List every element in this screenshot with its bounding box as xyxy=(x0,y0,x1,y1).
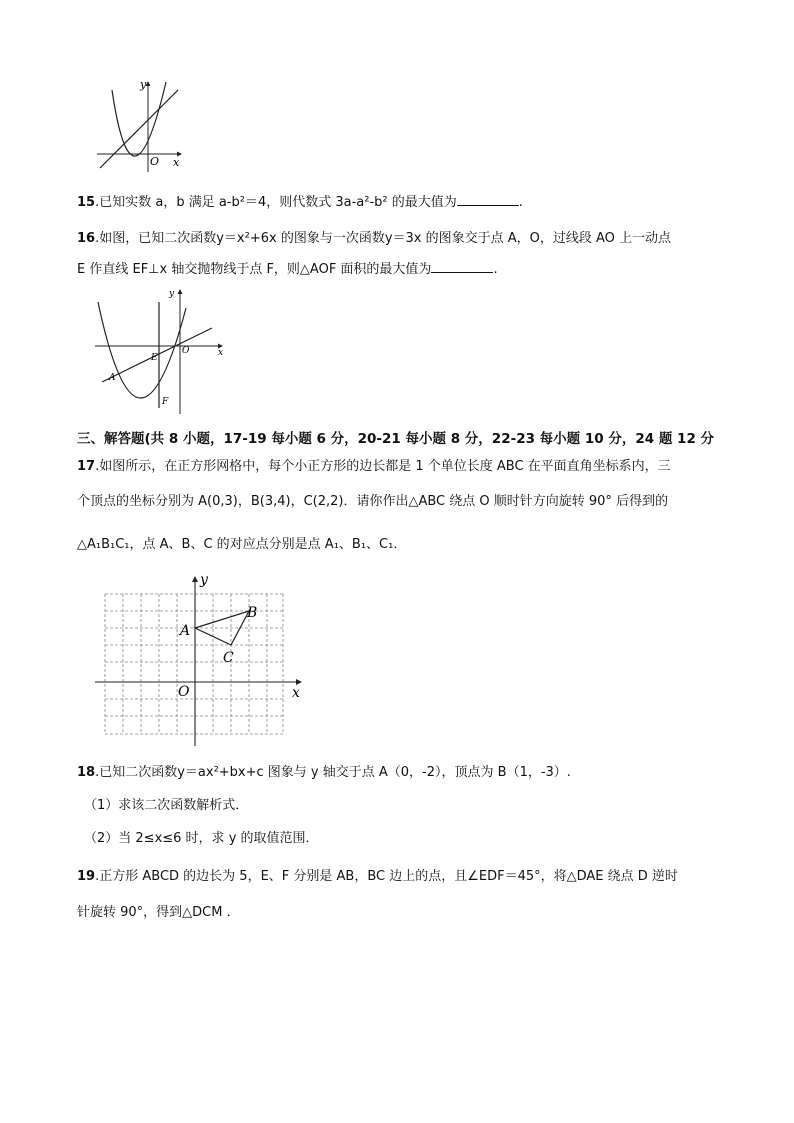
question-15-answer-blank xyxy=(457,193,519,206)
question-15-end: . xyxy=(518,195,523,210)
question-18-part-2: （2）当 2≤x≤6 时，求 y 的取值范围． xyxy=(84,831,319,846)
question-16-text-1: .如图，已知二次函数y＝x²+6x 的图象与一次函数y＝3x 的图象交于点 A，O，过线段 AO 上一动点 xyxy=(95,231,672,246)
question-16-end: . xyxy=(493,262,498,277)
question-16-figure xyxy=(92,286,232,416)
question-16-line-2 xyxy=(77,260,498,279)
q16-x-label: x xyxy=(218,348,224,358)
q17-point-c-label: C xyxy=(223,650,234,666)
question-19-line-1 xyxy=(77,868,678,886)
question-17-number: 17 xyxy=(77,459,96,474)
question-16-line-1 xyxy=(77,230,671,248)
top-x-label: x xyxy=(173,156,180,169)
top-parabola xyxy=(112,82,166,156)
question-16-number: 16 xyxy=(77,231,96,246)
q16-point-e-label: E xyxy=(151,353,158,363)
top-y-label: y xyxy=(140,78,147,91)
question-18-text-1: .已知二次函数y＝ax²+bx+c 图象与 y 轴交于点 A（0，-2），顶点为 B（1，-3）. xyxy=(95,765,571,780)
q16-parabola xyxy=(98,302,186,398)
question-17-line-3 xyxy=(77,536,406,554)
question-18-part-1: （1）求该二次函数解析式． xyxy=(84,798,249,813)
question-19-number: 19 xyxy=(77,869,96,884)
q17-origin-label: O xyxy=(178,684,190,700)
top-origin-label: O xyxy=(150,155,160,168)
q17-point-a-label: A xyxy=(180,623,191,639)
question-15-text: .已知实数 a，b 满足 a-b²＝4，则代数式 3a-a²-b² 的最大值为 xyxy=(95,195,457,210)
section-3-heading: 三、解答题(共 8 小题，17-19 每小题 6 分，20-21 每小题 8 分，22-23 每小题 10 分，24 题 12 分 xyxy=(77,431,715,447)
q17-y-label: y xyxy=(200,572,208,588)
top-line xyxy=(100,90,178,168)
q16-y-label: y xyxy=(169,289,175,299)
q16-point-a-label: A xyxy=(109,373,116,383)
question-18-line-1 xyxy=(77,764,571,782)
question-17-line-1 xyxy=(77,458,671,476)
q16-y-arrow xyxy=(178,289,183,294)
question-19-text-1: .正方形 ABCD 的边长为 5，E、F 分别是 AB，BC 边上的点，且∠EDF＝45°，将△DAE 绕点 D 逆时 xyxy=(95,869,678,884)
question-17-line-2 xyxy=(77,493,668,511)
q16-point-f-label: F xyxy=(162,397,169,407)
question-17-text-2: 个顶点的坐标分别为 A(0,3)，B(3,4)，C(2,2)．请你作出△ABC 绕点 O 顺时针方向旋转 90° 后得到的 xyxy=(77,494,669,509)
top-graph-figure xyxy=(92,76,192,174)
question-15 xyxy=(77,193,523,212)
question-17-text-3: △A₁B₁C₁，点 A、B、C 的对应点分别是点 A₁、B₁、C₁． xyxy=(77,537,407,552)
question-16-answer-blank xyxy=(431,260,493,273)
question-19-line-2: 针旋转 90°，得到△DCM ． xyxy=(77,905,240,920)
question-17-text-1: .如图所示，在正方形网格中，每个小正方形的边长都是 1 个单位长度 ABC 在平面直角坐标系内，三 xyxy=(95,459,671,474)
q17-y-arrow xyxy=(192,576,198,582)
question-18-number: 18 xyxy=(77,765,96,780)
top-y-arrow xyxy=(146,81,151,86)
q16-origin-label: O xyxy=(182,346,190,356)
q17-x-label: x xyxy=(292,685,300,701)
question-15-number: 15 xyxy=(77,195,96,210)
question-17-grid-figure xyxy=(92,570,312,750)
question-16-text-2: E 作直线 EF⊥x 轴交抛物线于点 F，则△AOF 面积的最大值为 xyxy=(77,262,432,277)
q17-point-b-label: B xyxy=(247,605,258,621)
